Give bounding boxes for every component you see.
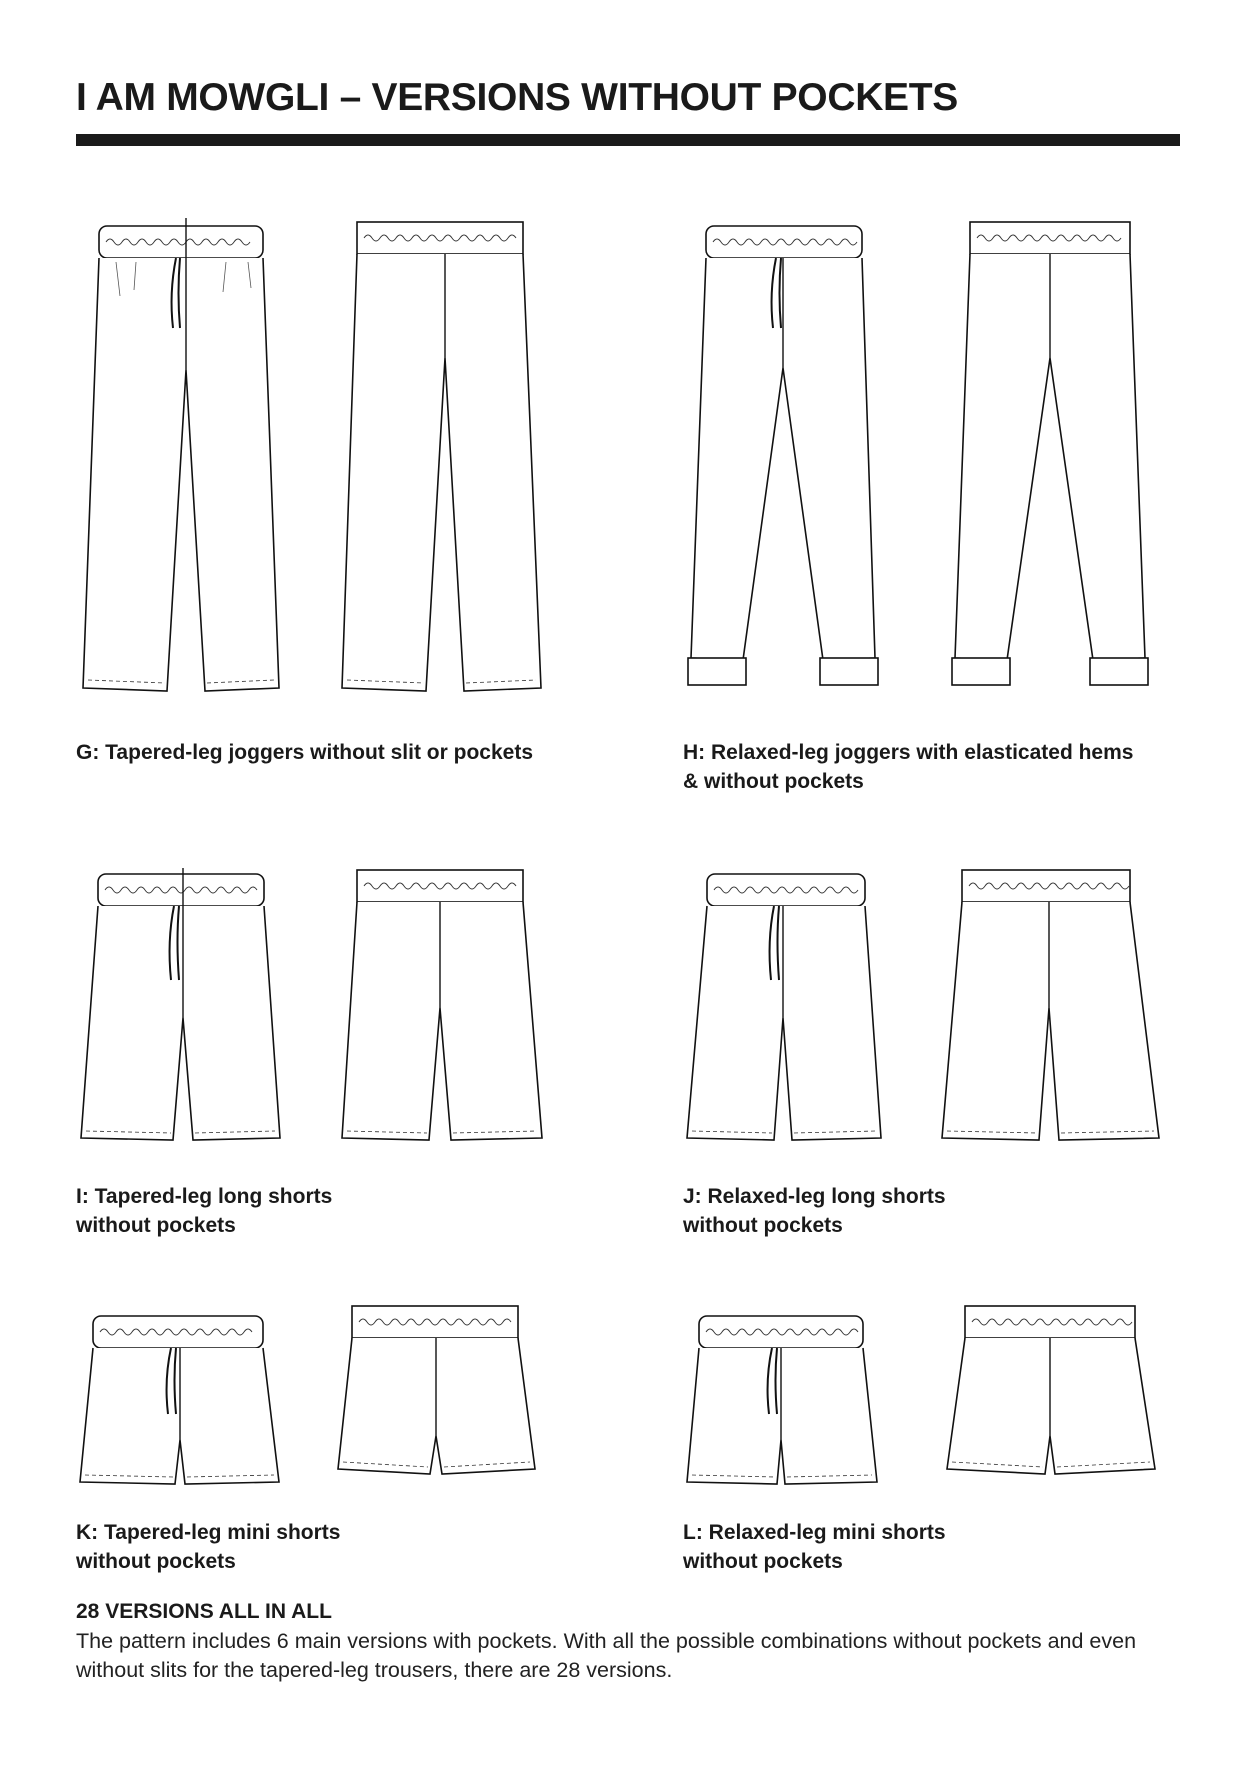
figure-l-back [937, 1306, 1167, 1486]
caption-j [683, 1182, 1143, 1240]
caption-i-line-1: I: Tapered-leg long shorts [76, 1185, 333, 1208]
figure-l-front [683, 1310, 893, 1490]
page-title: I AM MOWGLI – VERSIONS WITHOUT POCKETS [76, 76, 959, 119]
caption-g: G: Tapered-leg joggers without slit or pockets [76, 741, 533, 764]
figure-h-front [683, 218, 883, 708]
caption-i-line-2: without pockets [76, 1214, 236, 1237]
figure-j-back [937, 868, 1167, 1148]
figure-i-back [330, 868, 550, 1148]
caption-k-line-1: K: Tapered-leg mini shorts [76, 1521, 341, 1544]
figure-g-front [76, 218, 286, 708]
caption-k [76, 1518, 536, 1576]
caption-k-line-2: without pockets [76, 1550, 236, 1573]
figure-h-back [937, 218, 1157, 708]
caption-j-line-2: without pockets [683, 1214, 843, 1237]
caption-j-line-1: J: Relaxed-leg long shorts [683, 1185, 946, 1208]
caption-l [683, 1518, 1143, 1576]
figure-k-back [330, 1306, 550, 1486]
title-rule [76, 134, 1180, 146]
footer-text: The pattern includes 6 main versions with pockets. With all the possible combinations without pockets and even without slits for the tapered-leg trousers, there are 28 versions. [76, 1629, 1137, 1682]
caption-i [76, 1182, 536, 1240]
caption-l-line-2: without pockets [683, 1550, 843, 1573]
footer-heading: 28 VERSIONS ALL IN ALL [76, 1600, 332, 1623]
figure-j-front [683, 868, 893, 1148]
caption-h: H: Relaxed-leg joggers with elasticated hems & without pockets [683, 741, 1134, 793]
caption-l-line-1: L: Relaxed-leg mini shorts [683, 1521, 946, 1544]
figure-k-front [76, 1310, 296, 1490]
figure-i-front [76, 868, 286, 1148]
figure-g-back [330, 218, 550, 708]
